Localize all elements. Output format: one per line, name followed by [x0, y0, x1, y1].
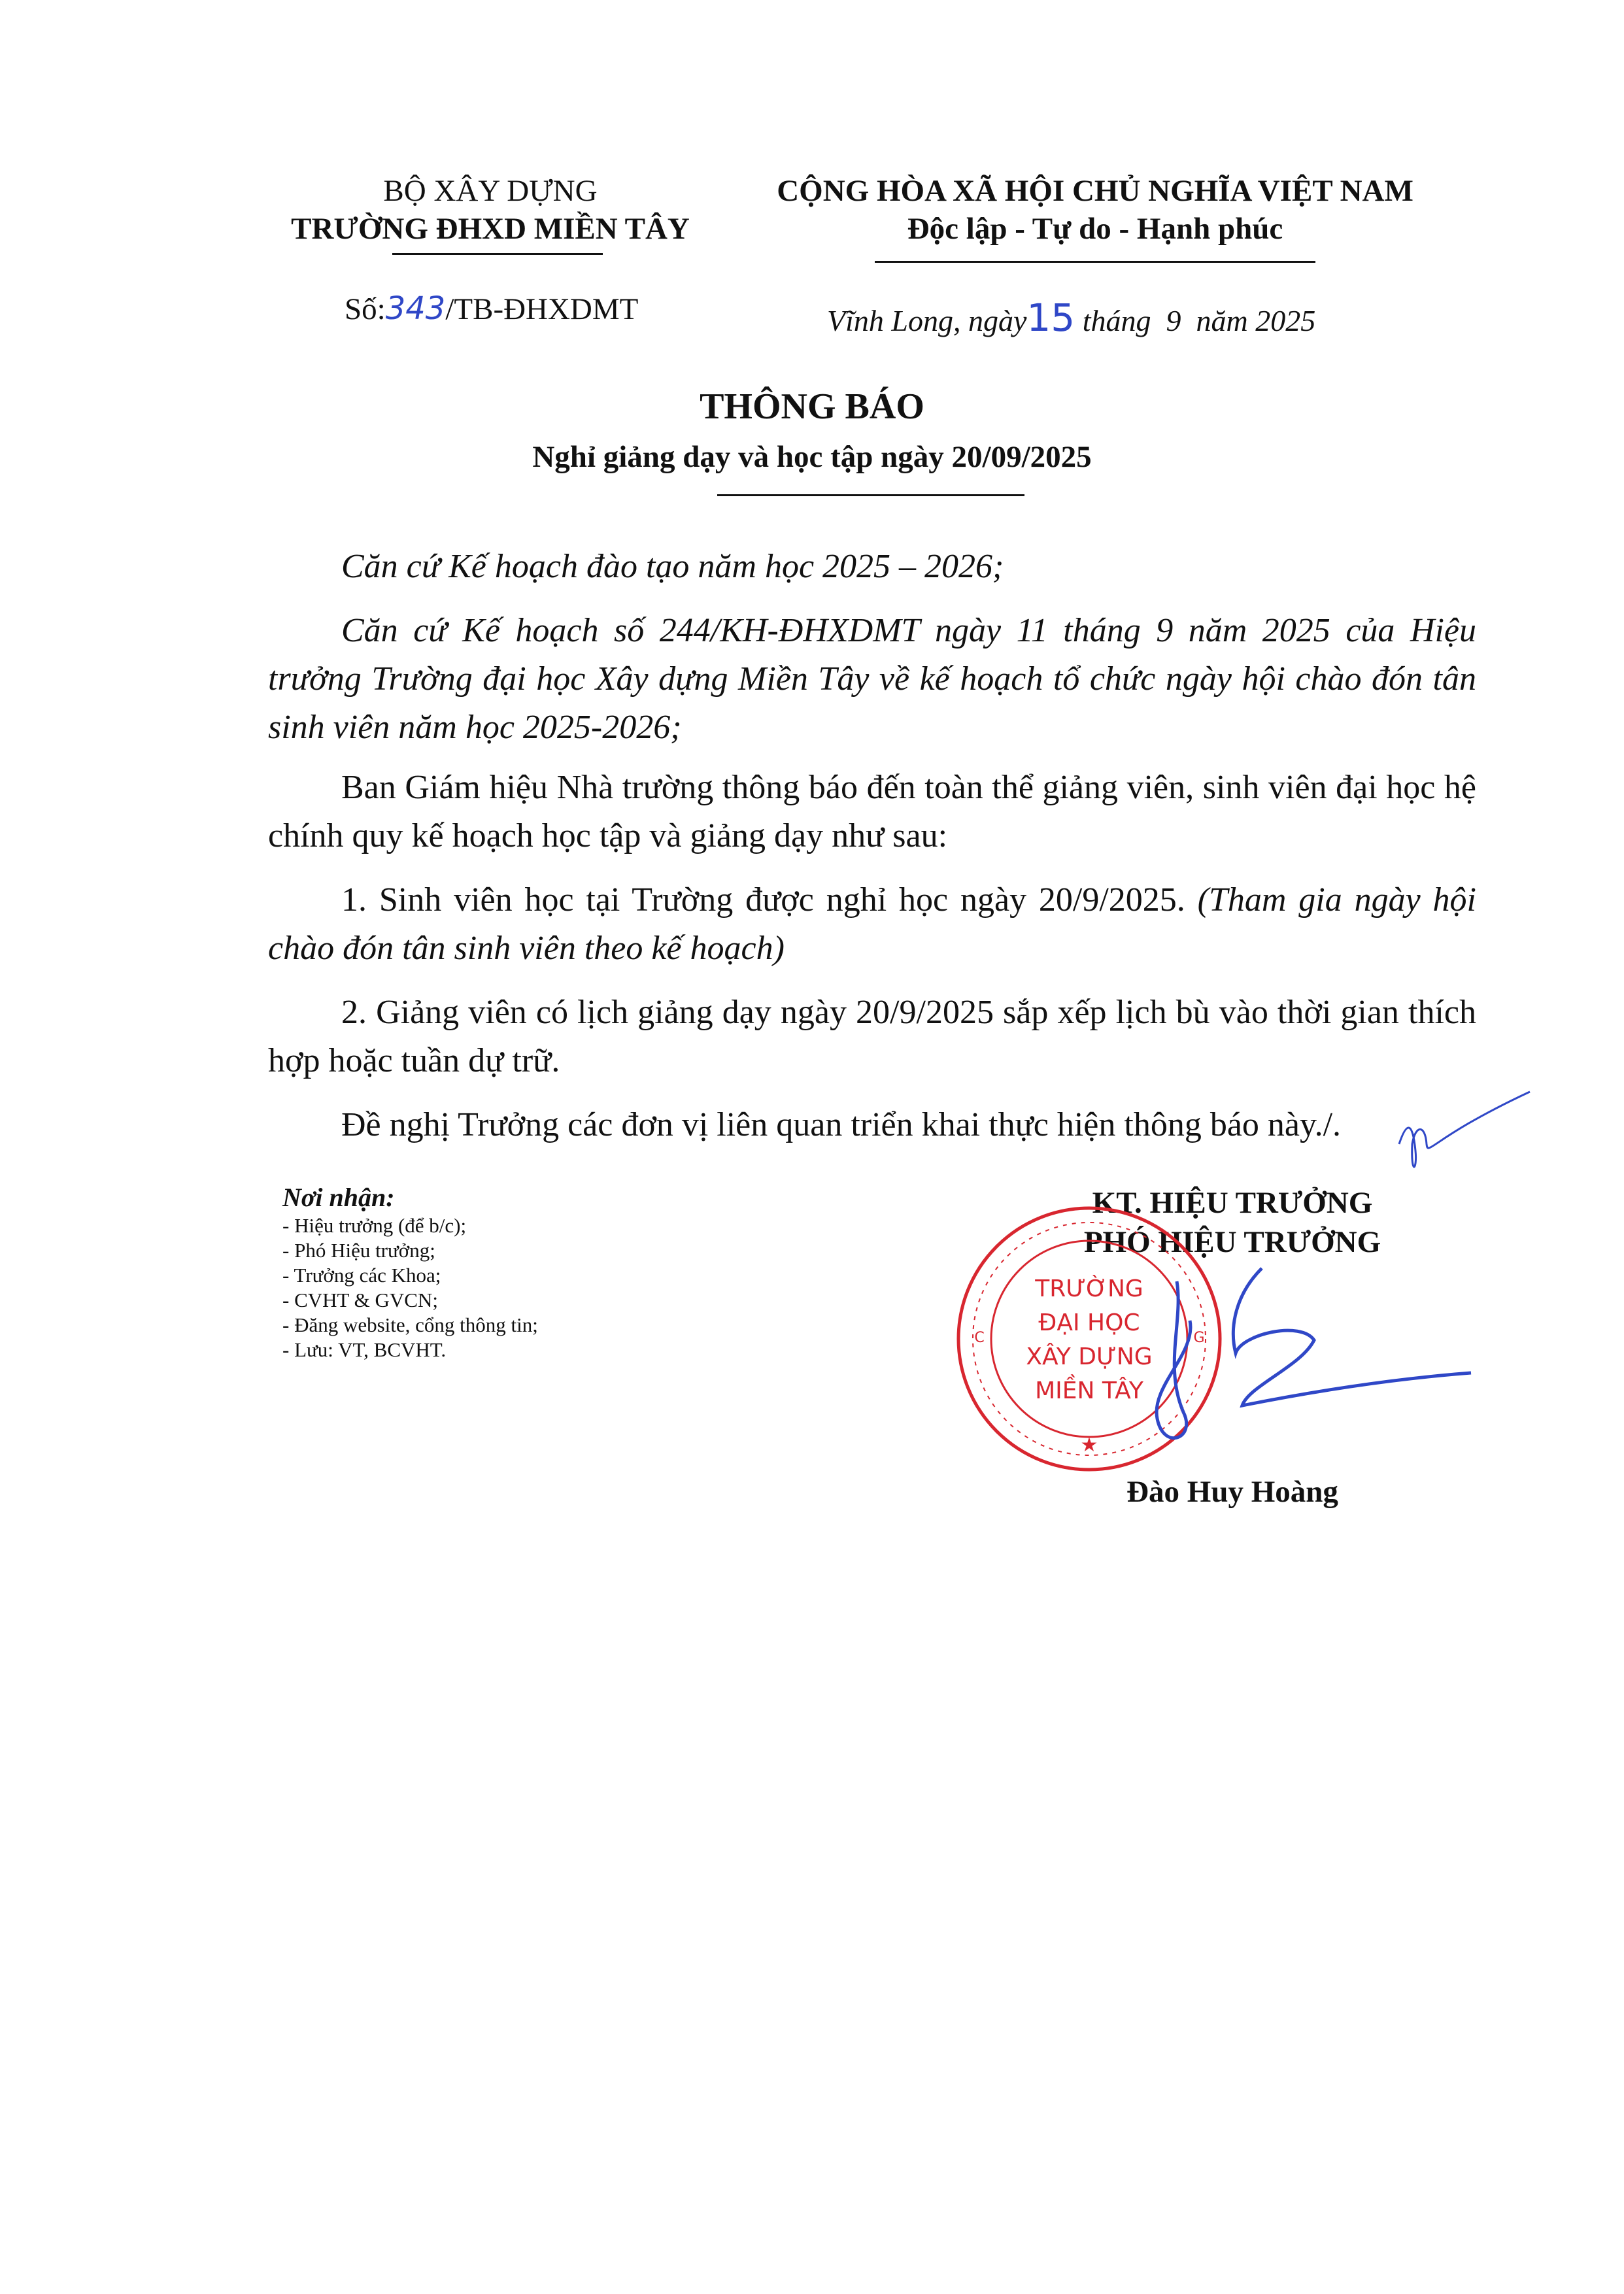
doc-number-suffix: /TB-ĐHXDMT — [445, 292, 639, 326]
closing-paragraph — [268, 1101, 1476, 1149]
seal-line-2: ĐẠI HỌC — [1038, 1309, 1140, 1336]
basis-paragraph-2 — [268, 607, 1476, 752]
signature-title-2: PHÓ HIỆU TRƯỞNG — [1083, 1225, 1381, 1259]
doc-number-handwritten: 343 — [385, 290, 446, 327]
seal-line-3: XÂY DỰNG — [1026, 1343, 1153, 1370]
intro-text: Ban Giám hiệu Nhà trường thông báo đến toàn thể giảng viên, sinh viên đại học hệ chính quy kế hoạch học tập và giảng dạy như sau: — [268, 769, 1476, 854]
seal-line-4: MIỀN TÂY — [1035, 1377, 1143, 1404]
document-subtitle: Nghỉ giảng dạy và học tập ngày 20/09/2025 — [532, 440, 1092, 474]
ministry-name: BỘ XÂY DỰNG — [383, 174, 598, 208]
country-name: CỘNG HÒA XÃ HỘI CHỦ NGHĨA VIỆT NAM — [777, 174, 1413, 208]
school-name: TRƯỜNG ĐHXD MIỀN TÂY — [291, 212, 690, 246]
recipient-item: - Đăng website, cổng thông tin; — [282, 1313, 538, 1336]
recipients-block — [282, 1182, 538, 1362]
doc-number-prefix: Số: — [345, 292, 386, 326]
date-prefix: Vĩnh Long, ngày — [827, 304, 1027, 337]
document-number — [345, 290, 638, 328]
recipient-item: - Hiệu trưởng (để b/c); — [282, 1214, 467, 1237]
basis-text-2: Căn cứ Kế hoạch số 244/KH-ĐHXDMT ngày 11 tháng 9 năm 2025 của Hiệu trưởng Trường đại học Xây dựng Miền Tây về kế hoạch tổ chức ngày hội chào đón tân sinh viên năm học 2025-2026; — [268, 612, 1476, 746]
recipient-item: - Trưởng các Khoa; — [282, 1264, 441, 1287]
basis-paragraph-1 — [268, 543, 1476, 591]
date-day-handwritten: 15 — [1026, 295, 1075, 340]
intro-paragraph — [268, 764, 1476, 860]
initials-mark — [1386, 1085, 1543, 1183]
svg-text:★: ★ — [1080, 1434, 1098, 1457]
motto-underline — [875, 261, 1315, 263]
document-title: THÔNG BÁO — [700, 386, 924, 427]
school-name-underline — [392, 253, 603, 255]
date-line — [827, 295, 1315, 341]
title-underline — [717, 494, 1024, 496]
recipient-item: - Phó Hiệu trưởng; — [282, 1239, 435, 1262]
motto: Độc lập - Tự do - Hạnh phúc — [907, 212, 1283, 246]
svg-text:G: G — [1193, 1330, 1205, 1346]
date-suffix: tháng 9 năm 2025 — [1082, 304, 1316, 337]
basis-text-1: Căn cứ Kế hoạch đào tạo năm học 2025 – 2026; — [341, 548, 1004, 585]
recipient-item: - CVHT & GVCN; — [282, 1289, 438, 1311]
item-1-text: 1. Sinh viên học tại Trường được nghỉ học ngày 20/9/2025. — [341, 881, 1185, 919]
seal-line-1: TRƯỜNG — [1035, 1275, 1143, 1302]
item-2-text: 2. Giảng viên có lịch giảng dạy ngày 20/9/2025 sắp xếp lịch bù vào thời gian thích hợp hoặc tuần dự trữ. — [268, 994, 1476, 1079]
item-2-paragraph — [268, 988, 1476, 1085]
item-1-note: (Tham gia ngày hội chào đón tân sinh viên theo kế hoạch) — [268, 881, 1476, 967]
signature-title-1: KT. HIỆU TRƯỞNG — [1092, 1186, 1373, 1220]
closing-text: Đề nghị Trưởng các đơn vị liên quan triển khai thực hiện thông báo này./. — [341, 1106, 1342, 1143]
recipients-title: Nơi nhận: — [282, 1183, 395, 1212]
signer-name: Đào Huy Hoàng — [1126, 1475, 1338, 1509]
svg-text:C: C — [974, 1330, 985, 1346]
recipient-item: - Lưu: VT, BCVHT. — [282, 1338, 447, 1361]
item-1-paragraph — [268, 876, 1476, 973]
handwritten-signature — [1138, 1255, 1478, 1464]
